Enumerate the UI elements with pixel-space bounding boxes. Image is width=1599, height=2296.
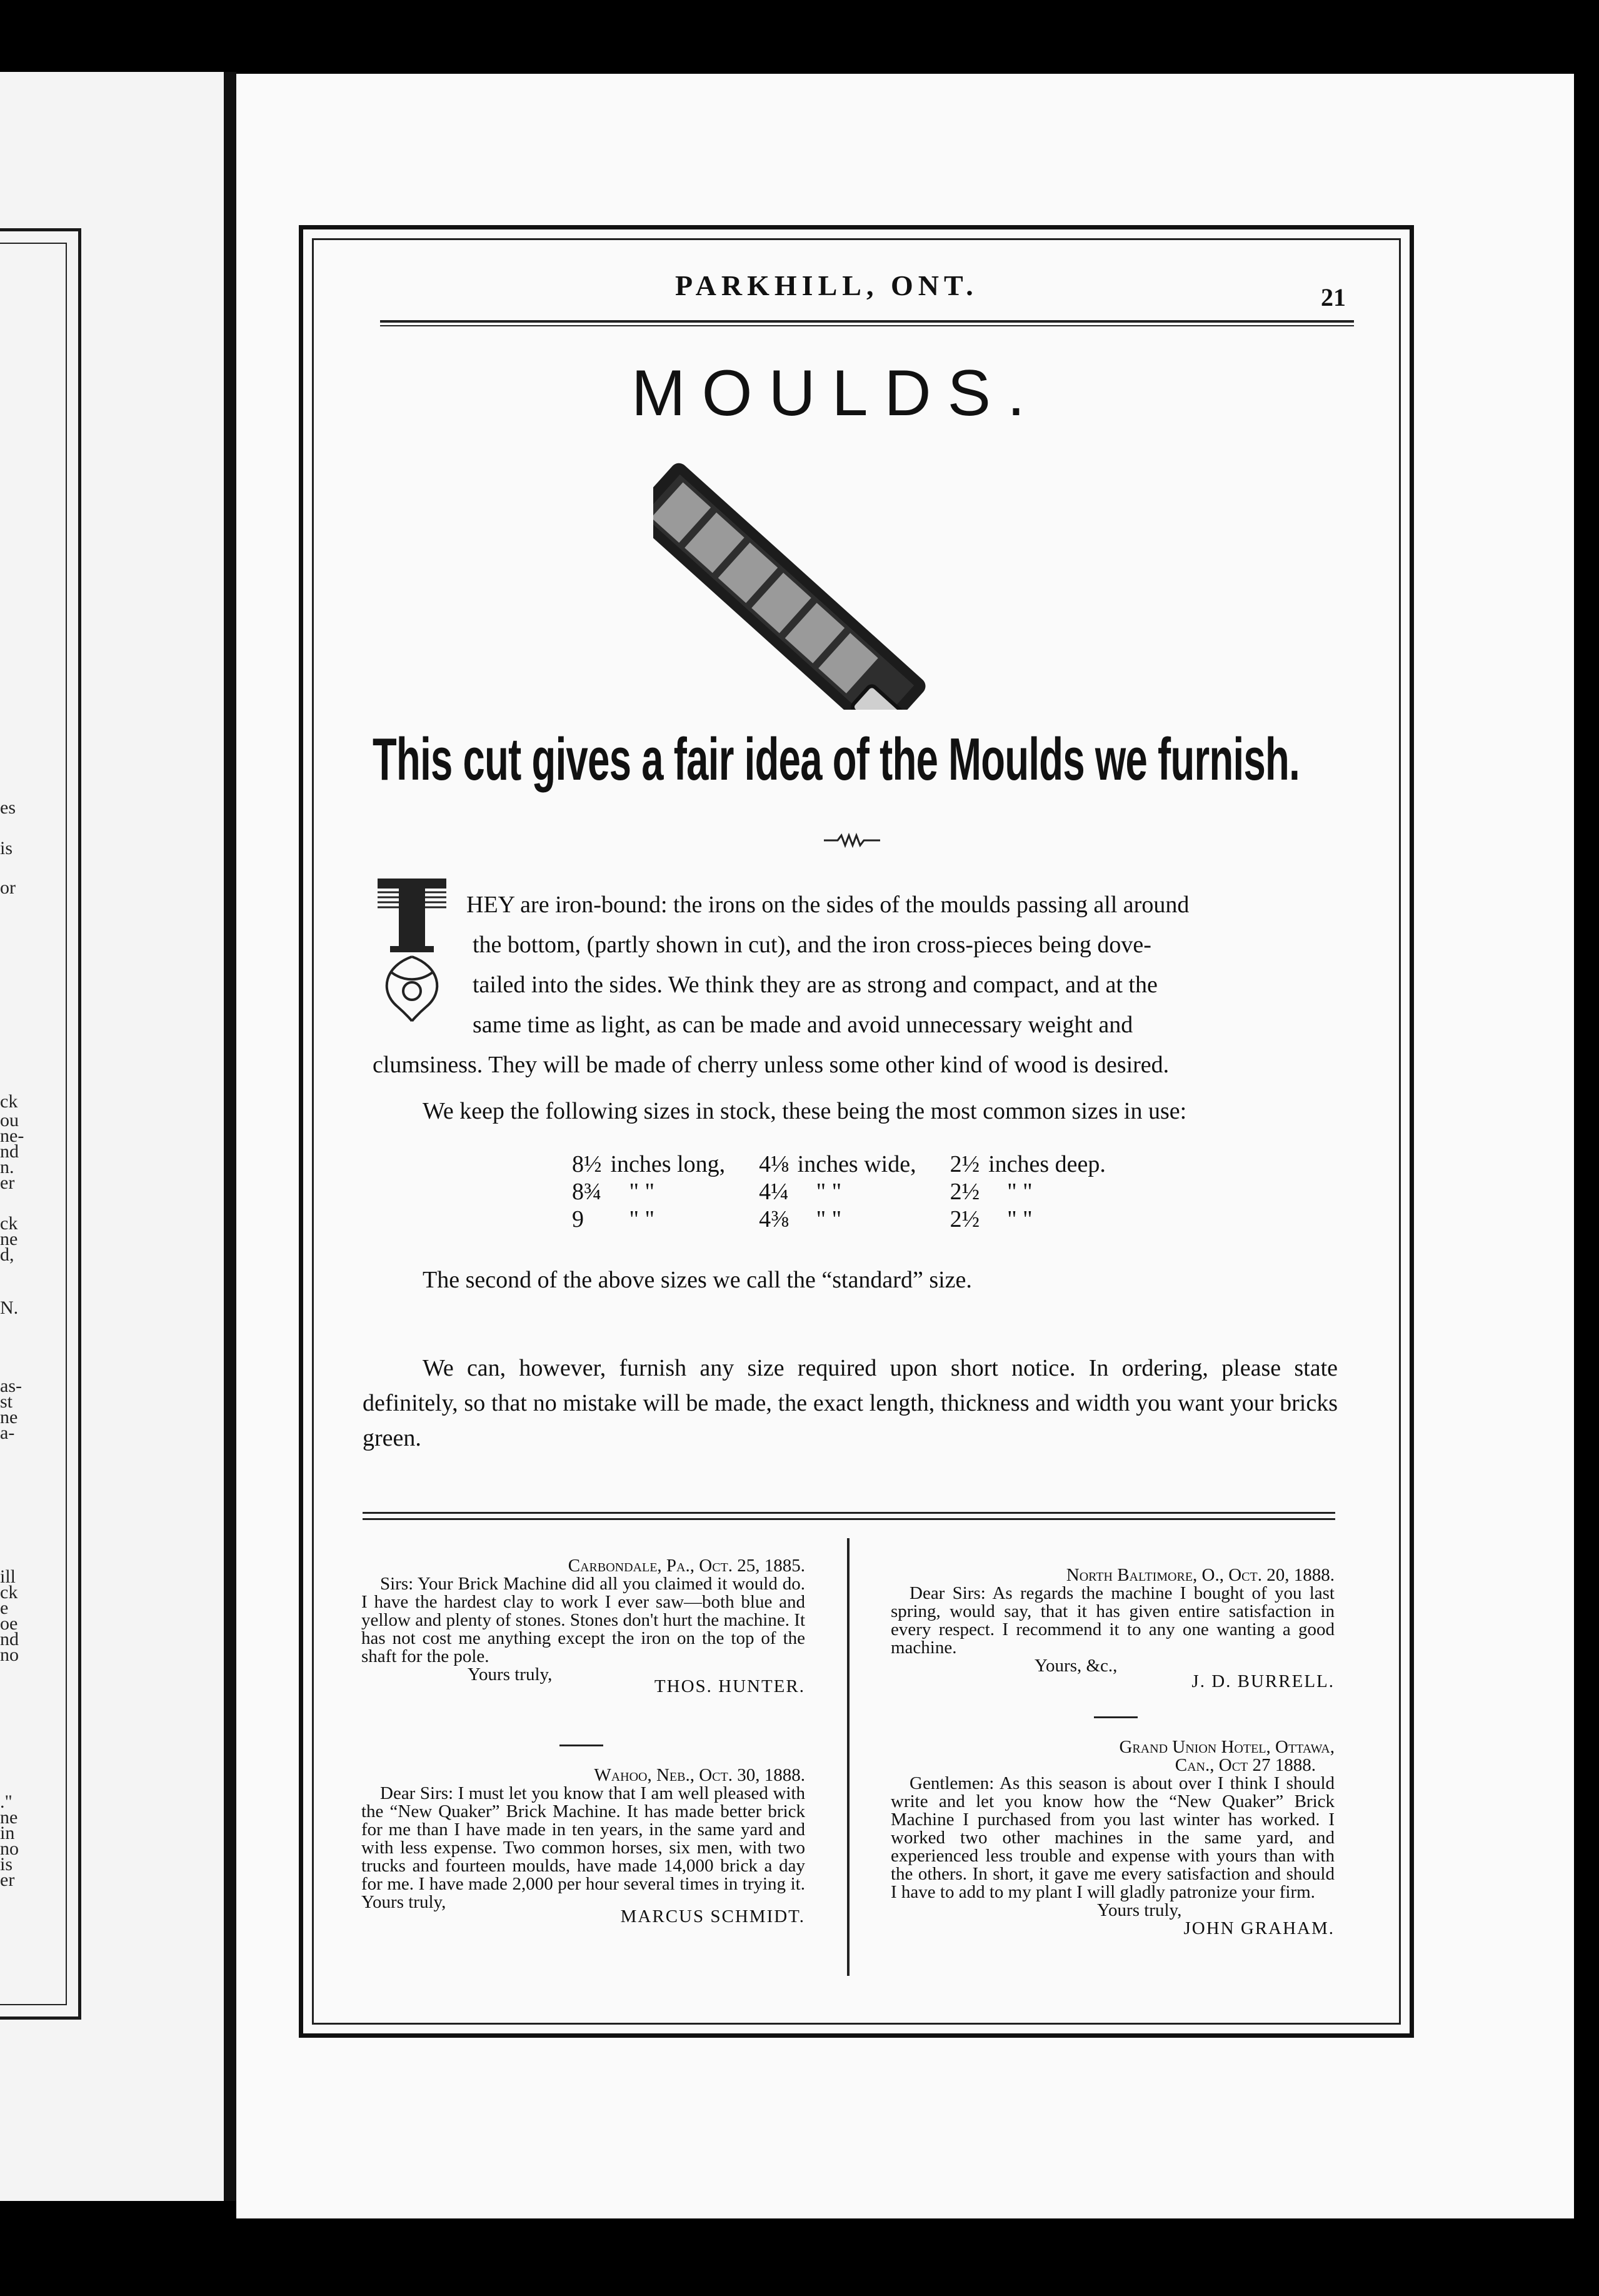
left-page-fragment: ." [0,1791,13,1812]
left-page-fragment: a- [0,1422,15,1443]
size-row [572,1151,1115,1178]
left-page-fragment: ne- [0,1125,24,1146]
size-unit: " " [816,1206,842,1232]
size-row [572,1178,1115,1206]
size-unit: " " [629,1179,655,1205]
page-gutter [224,72,236,2201]
testimonial-body: Dear Sirs: I must let you know that I am well pleased with the “New Quaker” Brick Machine. It has made better brick for me than I have made in ten years, in the same yard and with less expense. Two common horses, six men, with two trucks and fourteen moulds, have made 14,000 brick a day for me. I have made 2,000 per hour several times in trying it. Yours truly, [361,1783,805,1912]
header-rule [380,320,1354,323]
testimonial-place: North Baltimore, O., Oct. 20, 1888. [1066,1565,1335,1585]
testimonial-signature: J. D. BURRELL. [1191,1671,1335,1691]
testimonial-body: Dear Sirs: As regards the machine I bought of you last spring, would say, that it has given entire satisfaction in every respect. I recommend it to any one wanting a good machine. [891,1583,1335,1658]
left-page-fragment: or [0,877,16,898]
size-unit: inches deep. [988,1151,1106,1177]
left-page-fragment: oe [0,1613,18,1634]
intro-line: the bottom, (partly shown in cut), and the iron cross-pieces being dove- [473,932,1151,958]
zigzag-ornament-icon [824,830,880,849]
testimonial-hunter [361,1557,805,1696]
ordering-paragraph: We can, however, furnish any size required upon short notice. In ordering, please state definitely, so that no mistake will be made, the exact length, thickness and width you want your bricks green. [363,1355,1338,1451]
left-page-fragment: er [0,1870,15,1890]
headline: This cut gives a fair idea of the Moulds we furnish. [373,726,1300,793]
brick-mould-illustration [653,447,1010,710]
testimonial-closing: Yours truly, [1097,1900,1182,1920]
size-row [572,1206,1115,1233]
left-page-fragment: ck [0,1582,18,1603]
intro-line: HEY are iron-bound: the irons on the sides of the moulds passing all around [466,892,1190,918]
left-page-fragment: ck [0,1213,18,1234]
left-page-fragment: nd [0,1141,19,1162]
left-page-fragment: e [0,1598,9,1618]
testimonial-closing: Yours truly, [468,1664,553,1684]
left-page-fragment: ne [0,1407,18,1427]
size-depth: 2½ [950,1206,980,1232]
testimonial-signature: MARCUS SCHMIDT. [620,1906,805,1926]
testimonials-rule-2 [363,1518,1335,1520]
left-page-fragment: is [0,1854,13,1875]
testimonial-signature: JOHN GRAHAM. [1183,1918,1335,1938]
stock-sentence: We keep the following sizes in stock, these being the most common sizes in use: [423,1098,1187,1124]
left-page-fragment: ck [0,1091,18,1112]
left-page-fragment: es [0,797,16,818]
separator-dash [1094,1716,1138,1718]
size-length: 8¾ [572,1179,602,1205]
size-depth: 2½ [950,1179,980,1205]
left-page-fragment: nd [0,1629,19,1649]
page-number: 21 [1321,283,1346,311]
intro-paragraph [373,885,1348,1085]
testimonial-body: Gentlemen: As this season is about over I think I should write and let you know how the “New Quaker” Brick Machine I purchased from you last winter has worked. I worked two other machines in the same yard, and experienced less trouble and expense with yours than with the others. In short, it gave me every satisfaction and should I have to add to my plant I will gladly patronize your firm. [891,1773,1335,1902]
intro-line: clumsiness. They will be made of cherry unless some other kind of wood is desired. [373,1052,1170,1078]
left-page-fragment: is [0,838,13,858]
left-page-fragment: n. [0,1157,14,1177]
left-page-fragment: no [0,1644,19,1665]
testimonial-signature: THOS. HUNTER. [654,1676,805,1696]
separator-dash [559,1745,603,1746]
size-width: 4¼ [759,1179,789,1205]
size-unit: " " [816,1179,842,1205]
testimonial-place-line2: Can., Oct 27 1888. [1175,1755,1316,1775]
size-unit: inches long, [610,1151,726,1177]
left-page-fragment: ne [0,1807,18,1828]
size-unit: " " [629,1206,655,1232]
column-divider [847,1538,850,1976]
left-page-fragment: as- [0,1376,22,1396]
intro-line: same time as light, as can be made and avoid unnecessary weight and [473,1012,1133,1038]
testimonial-place: Carbondale, Pa., Oct. 25, 1885. [568,1556,805,1576]
size-width: 4⅜ [759,1206,789,1232]
size-width: 4⅛ [759,1151,789,1177]
standard-size-sentence: The second of the above sizes we call the “standard” size. [423,1267,972,1293]
testimonial-burrell [891,1566,1335,1691]
size-unit: " " [1007,1206,1033,1232]
testimonial-schmidt [361,1766,805,1926]
size-unit: inches wide, [797,1151,916,1177]
testimonial-closing: Yours, &c., [1035,1656,1118,1676]
left-page-fragment: ne [0,1229,18,1249]
testimonial-place: Grand Union Hotel, Ottawa, [1119,1737,1335,1757]
testimonials-rule [363,1512,1335,1514]
left-page-fragment: d, [0,1244,14,1265]
testimonial-graham [891,1738,1335,1938]
running-head: PARKHILL, ONT. [675,269,978,301]
testimonial-place: Wahoo, Neb., Oct. 30, 1888. [594,1765,805,1785]
left-page-fragment: N. [0,1297,19,1318]
sizes-table [572,1151,1115,1233]
intro-line: tailed into the sides. We think they are as strong and compact, and at the [473,972,1158,998]
size-unit: " " [1007,1179,1033,1205]
page-title: MOULDS. [631,357,1041,430]
left-page-fragment: ill [0,1566,16,1587]
left-page-fragment: no [0,1838,19,1859]
left-page [0,72,224,2201]
left-page-fragment: st [0,1391,13,1412]
size-length: 8½ [572,1151,602,1177]
size-depth: 2½ [950,1151,980,1177]
left-page-fragment: er [0,1172,15,1193]
left-page-fragment: ou [0,1110,19,1130]
size-length: 9 [572,1206,584,1232]
testimonial-body: Sirs: Your Brick Machine did all you claimed it would do. I have the hardest clay to work I ever saw—both blue and yellow and plenty of stones. Stones don't hurt the machine. It has not cost me anything except the iron on the top of the shaft for the pole. [361,1574,805,1666]
header-rule-thin [380,325,1354,326]
left-page-fragment: in [0,1823,15,1843]
